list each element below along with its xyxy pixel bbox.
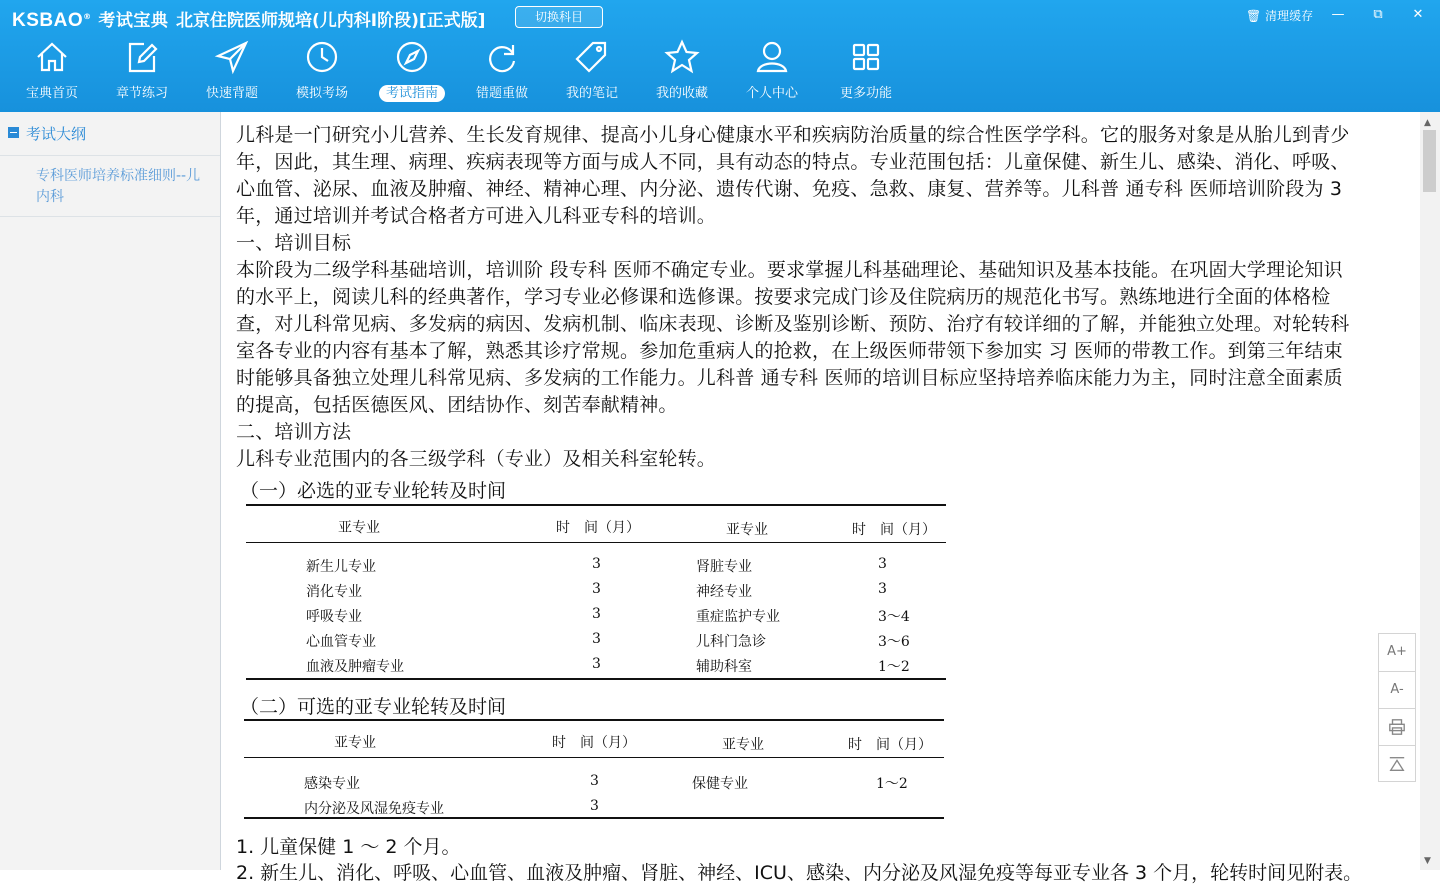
table-cell: 内分泌及风湿免疫专业 [304, 801, 444, 817]
list-item-child-health: 1. 儿童保健 1 ～ 2 个月。 [236, 836, 461, 858]
table-rule [244, 719, 944, 721]
heading-training-method: 二、培训方法 [236, 421, 352, 443]
user-icon [752, 37, 792, 77]
table-cell: 心血管专业 [306, 634, 376, 650]
font-increase-button[interactable]: A+ [1387, 644, 1407, 659]
nav-more[interactable] [824, 34, 908, 110]
restore-button[interactable]: ⧉ [1373, 7, 1383, 22]
nav-my-notes-label: 我的笔记 [565, 86, 618, 101]
table-header: 时 间（月） [556, 520, 640, 536]
nav-quick-review-label: 快速背题 [205, 86, 258, 101]
table-header: 时 间（月） [552, 735, 636, 751]
tag-icon [572, 37, 612, 77]
reading-tools [1378, 633, 1416, 782]
table-cell: 呼吸专业 [306, 609, 362, 625]
table-cell: 1～2 [878, 659, 910, 675]
subheading-required-rotation: （一）必选的亚专业轮转及时间 [240, 480, 507, 502]
sidebar-section-exam-outline[interactable] [0, 120, 220, 148]
scroll-up-icon[interactable]: ▲ [1424, 118, 1431, 128]
nav-my-notes[interactable] [550, 34, 634, 110]
table-cell: 3 [878, 581, 887, 597]
table-cell: 3～6 [878, 634, 910, 650]
table-cell: 3 [590, 798, 599, 814]
table-rule [244, 757, 944, 758]
table-cell: 3 [592, 631, 601, 647]
intro-paragraph: 儿科是一门研究小儿营养、生长发育规律、提高小儿身心健康水平和疾病防治质量的综合性医学学科。它的服务对象是从胎儿到青少年，因此，其生理、病理、疾病表现等方面与成人不同，具有动态的特点。专业范围包括：儿童保健、新生儿、感染、消化、呼吸、心血管、泌尿、血液及肿瘤、神经、精神心理、内分泌、遗传代谢、免疫、急救、康复、营养等。儿科普 通专科 医师培训阶段为 3 年，通过培训并考试合格者方可进入儿科亚专科的培训。 [236, 124, 1350, 227]
back-to-top-button[interactable] [1379, 745, 1415, 781]
clock-icon [302, 37, 342, 77]
table-cell: 3 [592, 606, 601, 622]
app-title: 北京住院医师规培(儿内科Ⅰ阶段)[正式版] [176, 11, 486, 31]
table-header: 时 间（月） [848, 737, 932, 753]
font-decrease-button[interactable]: A- [1379, 671, 1415, 707]
table-rule [246, 542, 946, 543]
nav-home[interactable] [10, 34, 94, 110]
required-rotation-table [246, 504, 946, 686]
nav-profile[interactable] [730, 34, 814, 110]
nav-exam-guide-label: 考试指南 [379, 85, 445, 102]
table-cell: 3 [592, 556, 601, 572]
table-cell: 重症监护专业 [696, 609, 780, 625]
nav-more-label: 更多功能 [839, 86, 892, 101]
table-header: 亚专业 [722, 737, 764, 753]
nav-favorites-label: 我的收藏 [655, 86, 708, 101]
logo-suffix: 考试宝典 [98, 11, 169, 31]
title-bar [0, 0, 1440, 34]
nav-favorites[interactable] [640, 34, 724, 110]
close-button[interactable]: ✕ [1412, 7, 1424, 22]
nav-mock-exam-label: 模拟考场 [295, 86, 348, 101]
sidebar-item-pediatrics-standard[interactable] [0, 155, 220, 217]
table-cell: 肾脏专业 [696, 559, 752, 575]
minimize-button[interactable]: — [1331, 7, 1345, 22]
table-cell: 神经专业 [696, 584, 752, 600]
nav-home-label: 宝典首页 [25, 86, 78, 101]
table-cell: 儿科门急诊 [696, 634, 766, 650]
list-item-rotations: 2. 新生儿、消化、呼吸、心血管、血液及肿瘤、肾脏、神经、ICU、感染、内分泌及风湿免疫等每亚专业各 3 个月，轮转时间见附表。 [236, 862, 1363, 884]
table-cell: 血液及肿瘤专业 [306, 659, 404, 675]
clear-cache-label: 清理缓存 [1265, 9, 1314, 23]
logo-brand: KSBAO [12, 10, 84, 31]
refresh-icon [482, 37, 522, 77]
print-icon [1388, 718, 1406, 736]
scroll-down-icon[interactable]: ▼ [1424, 856, 1431, 866]
table-header: 亚专业 [726, 522, 768, 538]
optional-rotation-table [244, 719, 944, 825]
back-to-top-icon [1388, 755, 1406, 773]
home-icon [32, 37, 72, 77]
table-cell: 辅助科室 [696, 659, 752, 675]
nav-profile-label: 个人中心 [745, 86, 798, 101]
app-logo: KSBAO® 考试宝典 [12, 10, 169, 31]
edit-icon [122, 37, 162, 77]
switch-subject-button[interactable]: 切换科目 [515, 6, 603, 28]
table-cell: 3 [592, 581, 601, 597]
table-header: 亚专业 [334, 735, 376, 751]
collapse-icon[interactable] [8, 127, 19, 138]
table-cell: 感染专业 [304, 776, 360, 792]
scroll-thumb[interactable] [1423, 130, 1436, 192]
heading-training-goal: 一、培训目标 [236, 232, 352, 254]
table-cell: 3 [590, 773, 599, 789]
nav-redo-wrong[interactable] [460, 34, 544, 110]
nav-chapter-practice-label: 章节练习 [115, 86, 168, 101]
trash-icon: 🗑 [1246, 9, 1262, 23]
print-button[interactable] [1379, 708, 1415, 744]
article-text [236, 122, 1360, 473]
goal-paragraph: 本阶段为二级学科基础培训，培训阶 段专科 医师不确定专业。要求掌握儿科基础理论、基础知识及基本技能。在巩固大学理论知识的水平上，阅读儿科的经典著作，学习专业必修课和选修课。按要求完成门诊及住院病历的规范化书写。熟练地进行全面的体格检查，对儿科常见病、多发病的病因、发病机制、临床表现、诊断及鉴别诊断、预防、治疗有较详细的了解，并能独立处理。对轮转科室各专业的内容有基本了解，熟悉其诊疗常规。参加危重病人的抢救，在上级医师带领下参加实 习 医师的带教工作。到第三年结束时能够具备独立处理儿科常见病、多发病的工作能力。儿科普 通专科 医师的培训目标应坚持培养临床能力为主，同时注意全面素质的提高，包括医德医风、团结协作、刻苦奉献精神。 [236, 259, 1350, 416]
sidebar-section-label: 考试大纲 [26, 125, 87, 143]
sidebar [0, 112, 221, 870]
nav-redo-wrong-label: 错题重做 [475, 86, 528, 101]
table-cell: 新生儿专业 [306, 559, 376, 575]
table-header: 亚专业 [338, 520, 380, 536]
table-cell: 消化专业 [306, 584, 362, 600]
star-icon [662, 37, 702, 77]
nav-exam-guide[interactable] [370, 34, 454, 110]
table-cell: 保健专业 [692, 776, 748, 792]
compass-icon [392, 37, 432, 77]
nav-chapter-practice[interactable] [100, 34, 184, 110]
table-cell: 3～4 [878, 609, 910, 625]
content-area [222, 112, 1418, 884]
nav-quick-review[interactable] [190, 34, 274, 110]
table-rule [246, 504, 946, 506]
table-rule [246, 678, 946, 680]
method-paragraph: 儿科专业范围内的各三级学科（专业）及相关科室轮转。 [236, 448, 717, 470]
clear-cache-button[interactable] [1246, 7, 1313, 24]
send-icon [212, 37, 252, 77]
sidebar-item-label: 专科医师培养标准细则--儿内科 [36, 168, 201, 205]
table-cell: 3 [878, 556, 887, 572]
table-header: 时 间（月） [852, 522, 936, 538]
subheading-optional-rotation: （二）可选的亚专业轮转及时间 [240, 696, 507, 718]
grid-icon [846, 37, 886, 77]
vertical-scrollbar[interactable] [1420, 112, 1440, 870]
table-cell: 1～2 [876, 776, 908, 792]
table-rule [244, 817, 944, 819]
table-cell: 3 [592, 656, 601, 672]
app-header [0, 0, 1440, 112]
nav-mock-exam[interactable] [280, 34, 364, 110]
